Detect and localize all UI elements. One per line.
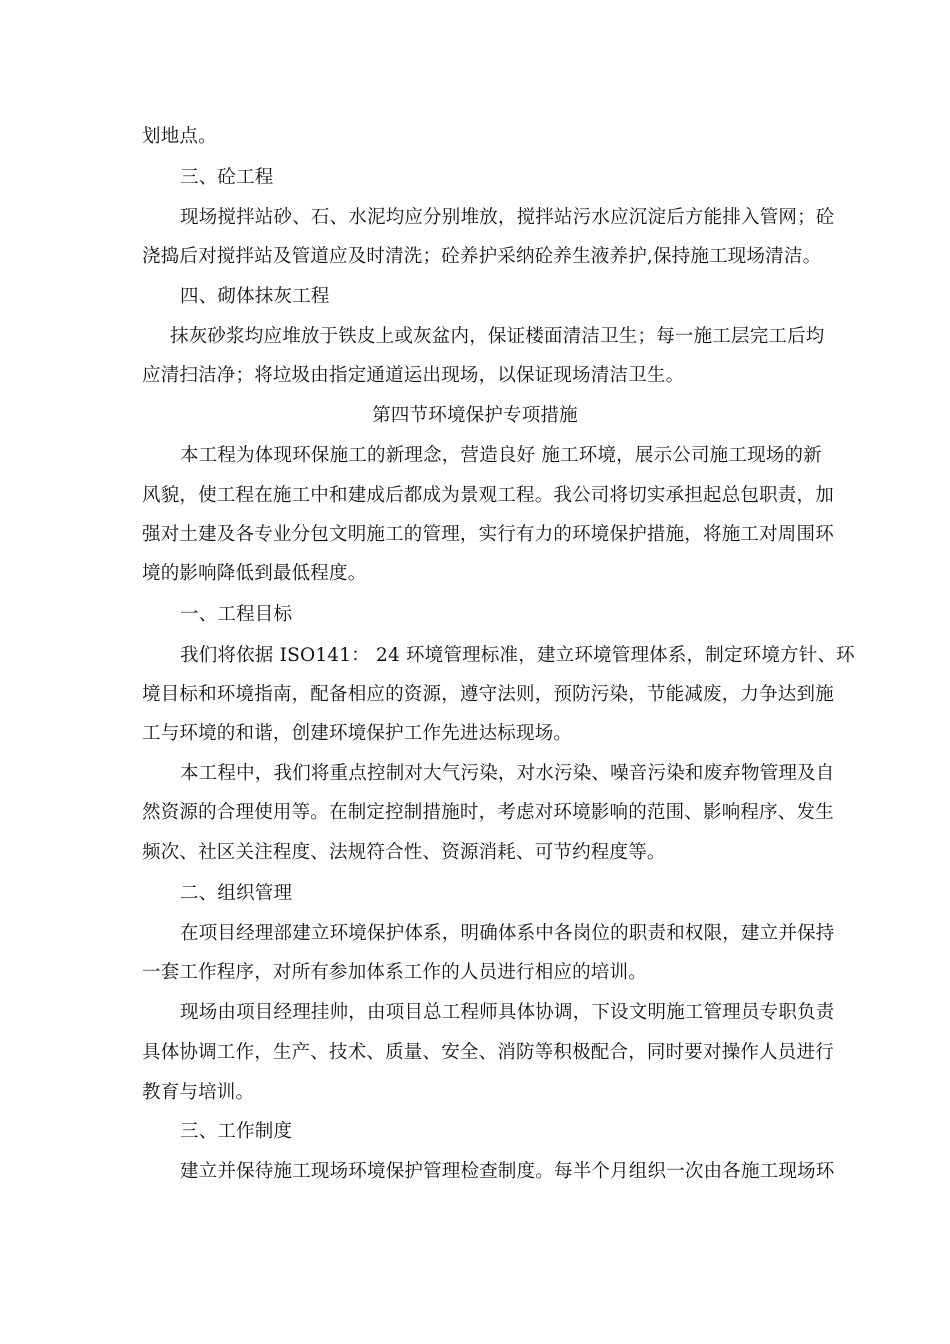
paragraph-line: 频次、社区关注程度、法规符合性、资源消耗、可节约程度等。 (142, 842, 666, 863)
paragraph-line: 然资源的合理使用等。在制定控制措施时，考虑对环境影响的范围、影响程序、发生 (142, 802, 834, 823)
paragraph-line: 在项目经理部建立环境保护体系，明确体系中各岗位的职责和权限，建立并保持 (180, 923, 835, 944)
paragraph-line: 风貌，使工程在施工中和建成后都成为景观工程。我公司将切实承担起总包职责，加 (142, 485, 834, 506)
section-heading: 三、砼工程 (180, 167, 274, 188)
section-title: 第四节环境保护专项措施 (372, 405, 578, 426)
paragraph-line: 建立并保待施工现场环境保护管理检查制度。每半个月组织一次由各施工现场环 (180, 1161, 835, 1182)
paragraph-line: 境的影响降低到最低程度。 (142, 563, 367, 584)
paragraph-line: 一套工作程序，对所有参加体系工作的人员进行相应的培训。 (142, 962, 647, 983)
paragraph-line: 本工程中，我们将重点控制对大气污染，对水污染、噪音污染和废弃物管理及自 (180, 763, 835, 784)
paragraph-line: 强对土建及各专业分包文明施工的管理，实行有力的环境保护措施，将施工对周围环 (142, 524, 834, 545)
paragraph-line: 现场搅拌站砂、石、水泥均应分别堆放，搅拌站污水应沉淀后方能排入管网；砼 (180, 207, 835, 228)
paragraph-line: 工与环境的和谐，创建环境保护工作先进达标现场。 (142, 723, 573, 744)
paragraph-line: 具体协调工作，生产、技术、质量、安全、消防等积极配合，同时要对操作人员进行 (142, 1042, 834, 1063)
section-heading: 三、工作制度 (180, 1121, 293, 1142)
section-heading: 四、砌体抹灰工程 (180, 286, 330, 307)
paragraph-line: 本工程为体现环保施工的新理念，营造良好 施工环境，展示公司施工现场的新 (180, 445, 822, 466)
section-heading: 一、工程目标 (180, 604, 293, 625)
paragraph-line: 应清扫洁净；将垃圾由指定通道运出现场，以保证现场清洁卫生。 (142, 365, 685, 386)
paragraph-line: 境目标和环境指南，配备相应的资源，遵守法则，预防污染，节能减废，力争达到施 (142, 684, 834, 705)
paragraph-line: 抹灰砂浆均应堆放于铁皮上或灰盆内，保证楼面清洁卫生；每一施工层完工后均 (170, 326, 825, 347)
paragraph-line: 现场由项目经理挂帅，由项目总工程师具体协调，下设文明施工管理员专职负责 (180, 1002, 835, 1023)
paragraph-line: 教育与培训。 (142, 1082, 255, 1103)
section-heading: 二、组织管理 (180, 883, 293, 904)
text-line: 划地点。 (142, 126, 217, 147)
paragraph-line: 我们将依据 ISO141： 24 环境管理标准，建立环境管理体系，制定环境方针、环 (180, 645, 855, 666)
paragraph-line: 浇捣后对搅拌站及管道应及时清洗；砼养护采纳砼养生液养护,保持施工现场清洁。 (142, 246, 822, 267)
